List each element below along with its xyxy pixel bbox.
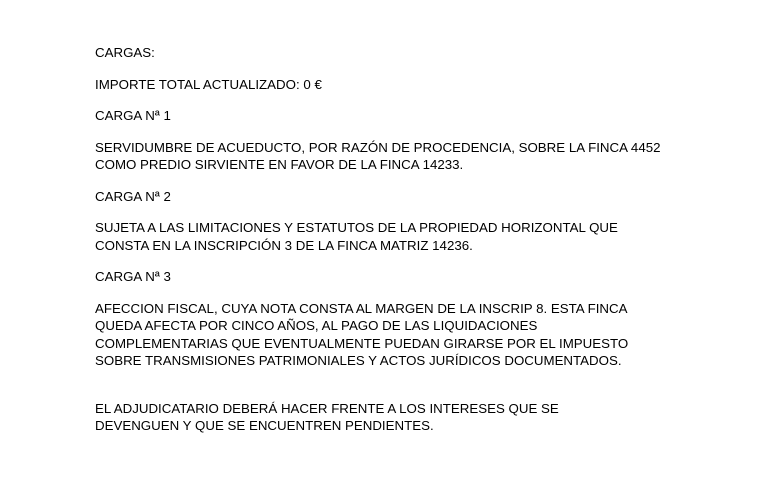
closing-line-2: DEVENGUEN Y QUE SE ENCUENTREN PENDIENTES.: [95, 418, 434, 433]
closing-line-1: EL ADJUDICATARIO DEBERÁ HACER FRENTE A LOS INTERESES QUE SE: [95, 400, 559, 416]
closing-block: [95, 400, 670, 435]
carga-2-heading: CARGA Nª 2: [95, 188, 171, 204]
document-body: [95, 44, 670, 435]
importe-total-line: IMPORTE TOTAL ACTUALIZADO: 0 €: [95, 76, 322, 92]
carga-1-text: SERVIDUMBRE DE ACUEDUCTO, POR RAZÓN DE PROCEDENCIA, SOBRE LA FINCA 4452 COMO PREDIO SIRVIENTE EN FAVOR DE LA FINCA 14233.: [95, 139, 665, 172]
cargas-heading: CARGAS:: [95, 45, 155, 60]
carga-3-heading: CARGA Nª 3: [95, 269, 171, 284]
carga-1-heading: CARGA Nª 1: [95, 108, 171, 123]
carga-3-text: AFECCION FISCAL, CUYA NOTA CONSTA AL MARGEN DE LA INSCRIP 8. ESTA FINCA QUEDA AFECTA POR CINCO AÑOS, AL PAGO DE LAS LIQUIDACIONES COMPLEMENTARIAS QUE EVENTUALMENTE PUEDAN GIRARSE POR EL IMPUESTO SOBRE TRANSMISIONES PATRIMONIALES Y ACTOS JURÍDICOS DOCUMENTADOS.: [95, 300, 632, 368]
carga-2-text: SUJETA A LAS LIMITACIONES Y ESTATUTOS DE LA PROPIEDAD HORIZONTAL QUE CONSTA EN LA INSCRIPCIÓN 3 DE LA FINCA MATRIZ 14236.: [95, 220, 622, 253]
